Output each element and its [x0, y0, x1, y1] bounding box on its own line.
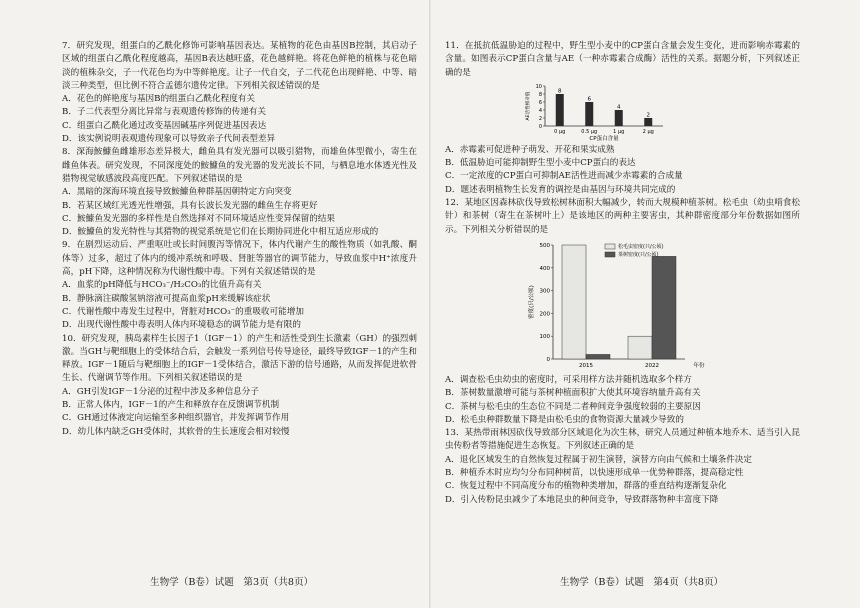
data-label: 2 [646, 112, 650, 119]
option-a: A．GH引发IGF－1分泌的过程中涉及多种信息分子 [62, 386, 259, 397]
y-tick-label: 200 [539, 311, 550, 318]
option-b: B．茶树数量激增可能与茶树种植面积扩大使其环境容纳量升高有关 [445, 388, 701, 399]
option-a: A．调查松毛虫幼虫的密度时，可采用样方法并随机选取多个样方 [445, 374, 692, 385]
y-tick-label: 0 [538, 123, 542, 130]
x-tick-label: 0.5 μg [581, 128, 598, 135]
option-d: D．引入传粉昆虫减少了本地昆虫的种间竞争，导致群落物种丰富度下降 [445, 494, 719, 505]
question-stem: 12．某地区因森林砍伐导致松树林面积大幅减少，转而大规模种植茶树。松毛虫（幼虫啃食松针）和茶树（寄生在茶树叶上）是该地区的两种主要害虫，其种群密度部分年份数据如图所示。下列相关分析错误的是 [445, 198, 800, 235]
y-axis-label: 密度(只/公顷) [529, 285, 535, 319]
y-tick-label: 2 [538, 115, 542, 122]
option-c: C．鮟鱇鱼发光器的多样性是自然选择对不同环境适应性变异保留的结果 [62, 213, 335, 224]
y-tick-label: 4 [538, 107, 542, 114]
option-c: C．一定浓度的CP蛋白可抑制AE活性进而减少赤霉素的合成量 [445, 171, 683, 182]
x-axis-label: CP蛋白含量 [589, 135, 619, 142]
option-c: C．恢复过程中不同高度分布的植物种类增加，群落的垂直结构逐渐复杂化 [445, 481, 727, 492]
question-12 [445, 197, 800, 427]
bar [615, 110, 623, 126]
option-d: D．题述表明植物生长发育的调控是由基因与环境共同完成的 [445, 184, 676, 195]
left-page [62, 40, 417, 439]
data-label: 4 [617, 104, 621, 111]
question-stem: 8．深海鮟鱇鱼雌雄形态差异极大，雌鱼具有发光器可以吸引猎物，而雄鱼体型微小，寄生在雌鱼体表。研究发现，不同深度处的鮟鱇鱼的发光器的发光波长不同，与栖息地水体透光性及猎物视觉敏感波段高度匹配。下列叙述错误的是 [62, 147, 417, 184]
x-tick-label: 2 μg [642, 128, 654, 135]
y-tick-label: 300 [539, 288, 550, 295]
question-stem: 11．在抵抗低温胁迫的过程中，野生型小麦中的CP蛋白含量会发生变化，进而影响赤霉素的含量。如图表示CP蛋白含量与AE（一种赤霉素合成酶）活性的关系。据题分析，下列叙述正确的是 [445, 41, 800, 78]
x-tick-label: 1 μg [613, 128, 625, 135]
question-stem: 13．某热带雨林因砍伐导致部分区域退化为次生林，研究人员通过种植本地乔木、适当引入昆虫传粉者等措施促进生态恢复。下列叙述正确的是 [445, 428, 800, 452]
option-c: C．茶树与松毛虫的生态位不同是二者种间竞争强度较弱的主要原因 [445, 401, 701, 412]
option-d: D．该实例说明表观遗传现象可以导致亲子代间表型差异 [62, 134, 276, 145]
y-tick-label: 6 [538, 99, 542, 106]
option-d: D．幼儿体内缺乏GH受体时，其软骨的生长速度会相对较慢 [62, 426, 290, 437]
option-c: C．组蛋白乙酰化通过改变基因碱基序列促进基因表达 [62, 120, 267, 131]
legend-swatch [605, 252, 615, 257]
question-stem: 7．研究发现，组蛋白的乙酰化修饰可影响基因表达。某植物的花色由基因B控制，其启动子区域的组蛋白乙酰化程度越高，基因B表达越旺盛，花色越鲜艳。将花色鲜艳的植株与花色暗淡的植株杂交，子一代花色均为中等鲜艳度。让子一代自交，子二代花色出现鲜艳、中等、暗淡三种类型，但比例不符合孟德尔遗传定律。下列相关叙述错误的是 [62, 41, 417, 91]
option-d: D．松毛虫种群数量下降是由松毛虫的食物资源大量减少导致的 [445, 414, 684, 425]
y-tick-label: 400 [539, 265, 550, 272]
option-b: B．若某区域红光透光性增强，具有长波长发光器的雌鱼生存将更好 [62, 200, 318, 211]
x-axis-label: 年份 [693, 362, 705, 369]
y-tick-label: 0 [546, 356, 550, 363]
right-page [445, 40, 800, 507]
option-d: D．鮟鱇鱼的发光特性与其猎物的视觉系统是它们在长期协同进化中相互适应形成的 [62, 227, 379, 238]
option-a: A．花色的鲜艳度与基因B的组蛋白乙酰化程度有关 [62, 94, 255, 105]
legend-swatch [605, 244, 615, 249]
question-stem: 9．在剧烈运动后、严重呕吐或长时间腹泻等情况下，体内代谢产生的酸性物质（如乳酸、酮体等）过多，超过了体内的缓冲系统和呼吸、肾脏等器官的调节能力，导致血浆中H⁺浓度升高，pH下降，这种情况称为代谢性酸中毒。下列有关叙述错误的是 [62, 240, 417, 278]
legend-label: 松毛虫密度(只/公顷) [618, 243, 664, 250]
option-c: C．代谢性酸中毒发生过程中，肾脏对HCO₃⁻的重吸收可能增加 [62, 306, 304, 317]
option-a: A．血浆的pH降低与HCO₃⁻/H₂CO₃的比值升高有关 [62, 280, 262, 291]
pest-density-bar-chart [525, 239, 715, 372]
option-b: B．子二代表型分离比异常与表观遗传修饰的传递有关 [62, 107, 266, 118]
bar [562, 245, 586, 359]
page-footer-left: 生物学（B卷）试题 第3页（共8页） [150, 577, 314, 588]
legend-label: 茶树密度(只/公顷) [618, 251, 659, 258]
y-axis-label: AE活性相对值 [526, 91, 531, 121]
option-b: B．低温胁迫可能抑制野生型小麦中CP蛋白的表达 [445, 158, 636, 169]
data-label: 6 [587, 96, 591, 103]
cp-ae-bar-chart [523, 82, 673, 142]
bar [586, 354, 610, 359]
x-tick-label: 2022 [645, 362, 659, 369]
option-a: A．黑暗的深海环境直接导致鮟鱇鱼种群基因朝特定方向突变 [62, 187, 292, 198]
option-d: D．出现代谢性酸中毒表明人体内环境稳态的调节能力是有限的 [62, 320, 301, 331]
bar [652, 256, 676, 359]
option-a: A．赤霉素可促进种子萌发、开花和果实成熟 [445, 144, 615, 155]
y-tick-label: 500 [539, 242, 550, 249]
bar [644, 118, 652, 126]
bar [628, 336, 652, 359]
x-tick-label: 0 μg [554, 128, 566, 135]
option-b: B．静脉滴注碳酸氢钠溶液可提高血浆pH来缓解该症状 [62, 293, 271, 304]
y-tick-label: 100 [539, 334, 550, 341]
question-9 [62, 239, 417, 332]
question-8 [62, 146, 417, 239]
x-tick-label: 2015 [579, 362, 593, 369]
option-b: B．正常人体内，IGF－1的产生和释放存在反馈调节机制 [62, 400, 280, 411]
bar [556, 94, 564, 126]
option-b: B．种植乔木时应均匀分布同种树苗，以快速形成单一优势种群落，提高稳定性 [445, 468, 744, 479]
option-c: C．GH通过体液定向运输至多种组织器官，并发挥调节作用 [62, 413, 290, 424]
question-7 [62, 40, 417, 146]
y-tick-label: 10 [535, 83, 542, 90]
page-fold [429, 0, 431, 608]
question-11 [445, 40, 800, 197]
question-13 [445, 427, 800, 507]
y-tick-label: 8 [538, 91, 542, 98]
data-label: 8 [558, 88, 562, 95]
question-stem: 10．研究发现，胰岛素样生长因子1（IGF－1）的产生和活性受到生长激素（GH）的强烈刺激。当GH与靶细胞上的受体结合后，会触发一系列信号传导途径，最终导致IGF－1的产生和释放。IGF－1随后与靶细胞上的IGF－1受体结合，激活下游的信号通路，从而发挥促进软骨生长、代谢调节等作用。下列相关叙述错误的是 [62, 333, 417, 384]
page-footer-right: 生物学（B卷）试题 第4页（共8页） [560, 577, 724, 588]
bar [585, 102, 593, 126]
option-a: A．退化区域发生的自然恢复过程属于初生演替，演替方向由气候和土壤条件决定 [445, 454, 752, 465]
question-10 [62, 333, 417, 439]
